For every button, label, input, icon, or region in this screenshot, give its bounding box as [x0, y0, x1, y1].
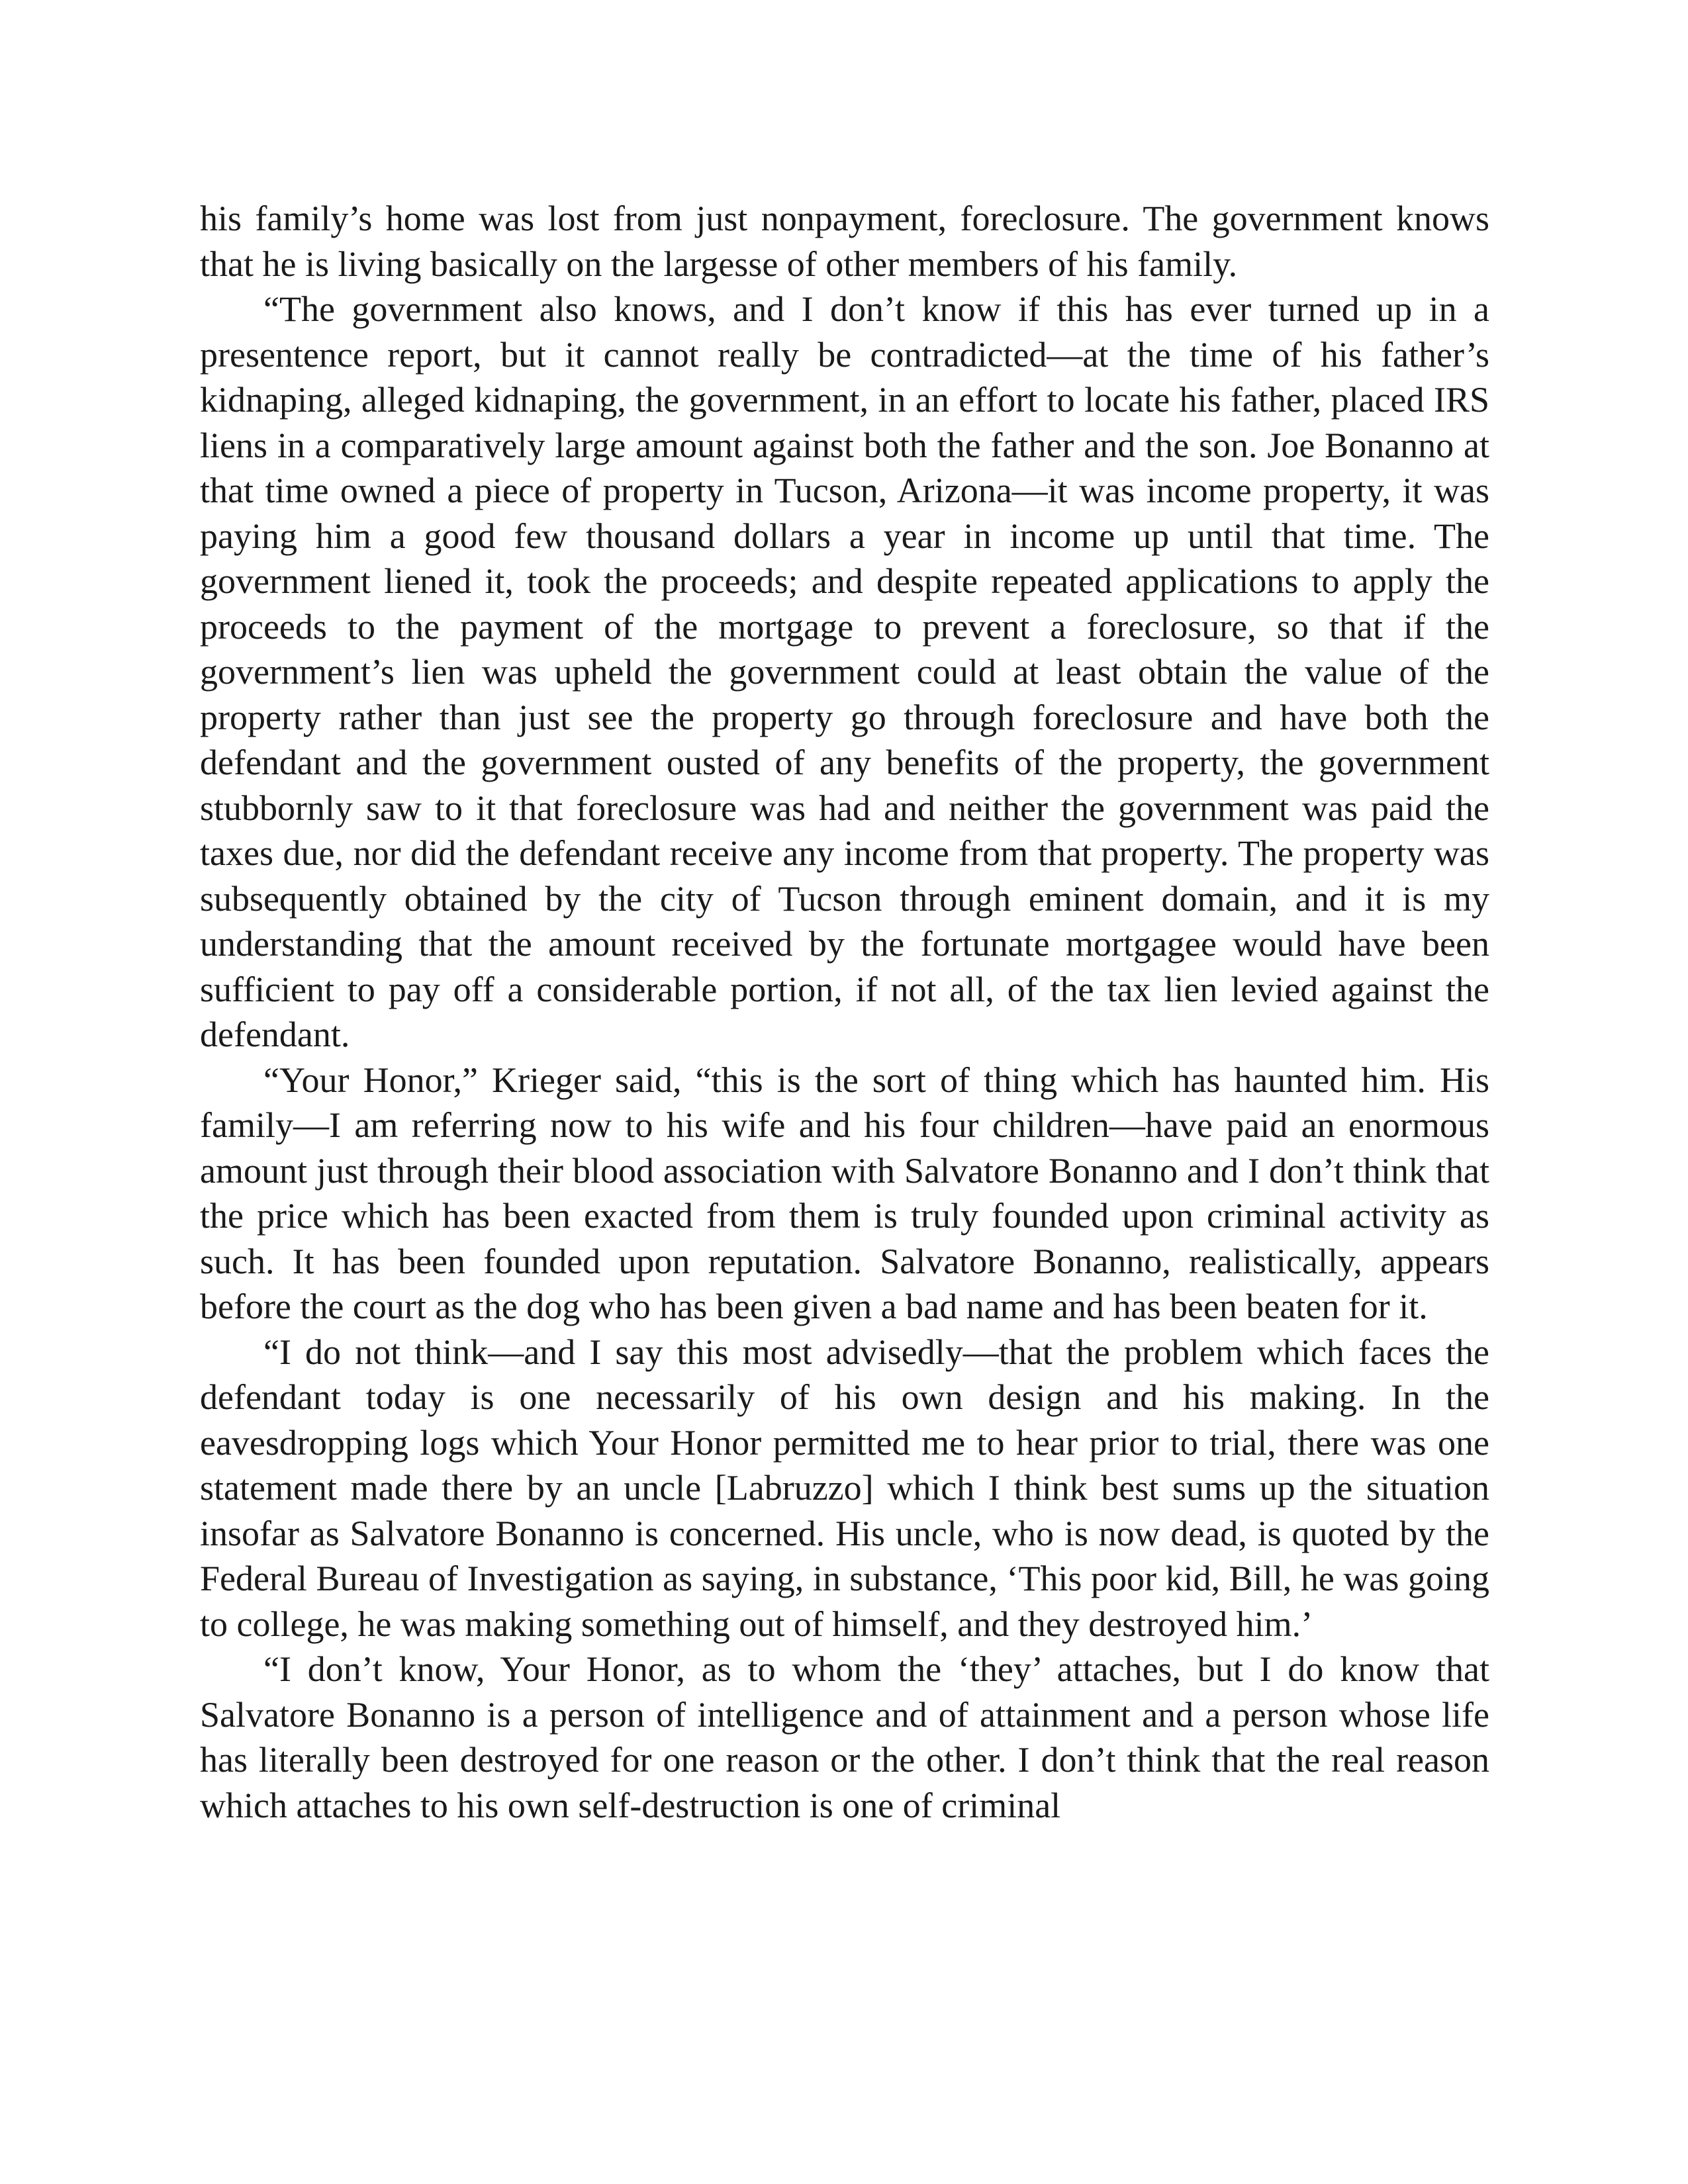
paragraph-irs-liens: “The government also knows, and I don’t know if this has ever turned up in a presentence report, but it cannot really be contradicted—at the time of his father’s kidnaping, alleged kidnaping, the government, in an effort to locate his father, placed IRS liens in a comparatively large amount against both the father and the son. Joe Bonanno at that time owned a piece of property in Tucson, Arizona—it was income property, it was paying him a good few thousand dollars a year in income up until that time. The government liened it, took the proceeds; and despite repeated applications to apply the proceeds to the payment of the mortgage to prevent a foreclosure, so that if the government’s lien was upheld the government could at least obtain the value of the property rather than just see the property go through foreclosure and have both the defendant and the government ousted of any benefits of the property, the government stubbornly saw to it that foreclosure was had and neither the government was paid the taxes due, nor did the defendant receive any income from that property. The property was subsequently obtained by the city of Tucson through eminent domain, and it is my understanding that the amount received by the fortunate mortgagee would have been sufficient to pay off a considerable portion, if not all, of the tax lien levied against the defendant.	[200, 289, 1489, 1054]
paragraph-self-destruction: “I don’t know, Your Honor, as to whom the ‘they’ attaches, but I do know that Salvatore Bonanno is a person of intelligence and of attainment and a person whose life has literally been destroyed for one reason or the other. I don’t think that the real reason which attaches to his own self-destruction is one of criminal	[200, 1649, 1489, 1825]
paragraph-your-honor: “Your Honor,” Krieger said, “this is the sort of thing which has haunted him. His family—I am referring now to his wife and his four children—have paid an enormous amount just through their blood association with Salvatore Bonanno and I don’t think that the price which has been exacted from them is truly founded upon criminal activity as such. It has been founded upon reputation. Salvatore Bonanno, realistically, appears before the court as the dog who has been given a bad name and has been beaten for it.	[200, 1060, 1489, 1326]
body-text	[200, 196, 1489, 1828]
paragraph-eavesdropping-logs: “I do not think—and I say this most advisedly—that the problem which faces the defendant today is one necessarily of his own design and his making. In the eavesdropping logs which Your Honor permitted me to hear prior to trial, there was one statement made there by an uncle [Labruzzo] which I think best sums up the situation insofar as Salvatore Bonanno is concerned. His uncle, who is now dead, is quoted by the Federal Bureau of Investigation as saying, in substance, ‘This poor kid, Bill, he was going to college, he was making something out of himself, and they destroyed him.’	[200, 1332, 1489, 1644]
paragraph-continuation: his family’s home was lost from just nonpayment, foreclosure. The government knows that he is living basically on the largesse of other members of his family.	[200, 199, 1489, 284]
